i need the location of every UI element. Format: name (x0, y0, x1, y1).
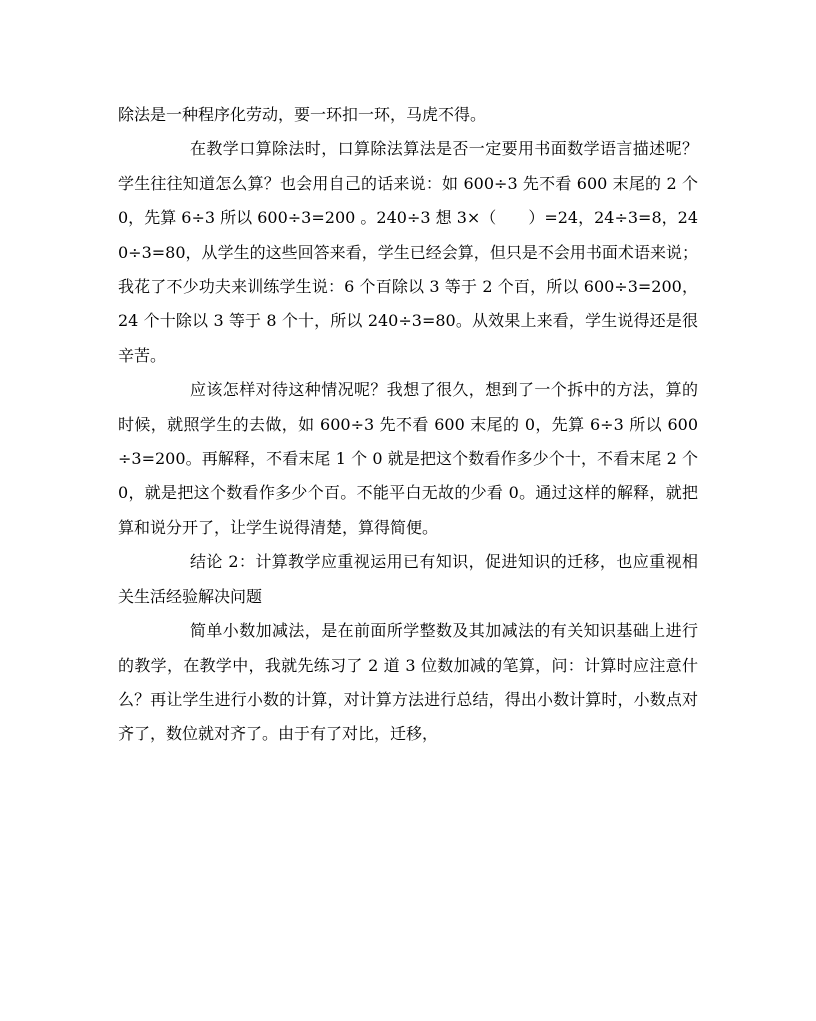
paragraph-decimal-addition: 简单小数加减法，是在前面所学整数及其加减法的有关知识基础上进行的教学，在教学中，我就先练习了 2 道 3 位数加减的笔算，问：计算时应注意什么？再让学生进行小数的计算，对计算方法进行总结，得出小数计算时，小数点对齐了，数位就对齐了。由于有了对比，迁移， (118, 621, 698, 744)
document-body (118, 98, 698, 752)
paragraph-conclusion-2: 结论 2：计算教学应重视运用已有知识，促进知识的迁移，也应重视相关生活经验解决问题 (118, 552, 698, 606)
paragraph-division-intro: 除法是一种程序化劳动，要一环扣一环，马虎不得。 (118, 105, 487, 124)
paragraph-oral-division: 在教学口算除法时，口算除法算法是否一定要用书面数学语言描述呢？学生往往知道怎么算？也会用自己的话来说：如 600÷3 先不看 600 末尾的 2 个 0，先算 6÷3 所以 600÷3=200 。240÷3 想 3×（ ）=24，24÷3=8，240÷3=80，从学生的这些回答来看，学生已经会算，但只是不会用书面术语来说；我花了不少功夫来训练学生说：6 个百除以 3 等于 2 个百，所以 600÷3=200，24 个十除以 3 等于 8 个十，所以 240÷3=80。从效果上来看，学生说得还是很辛苦。 (118, 139, 698, 365)
paragraph-compromise-method: 应该怎样对待这种情况呢？我想了很久，想到了一个拆中的方法，算的时候，就照学生的去做，如 600÷3 先不看 600 末尾的 0，先算 6÷3 所以 600÷3=200。再解释，不看末尾 1 个 0 就是把这个数看作多少个十，不看末尾 2 个 0，就是把这个数看作多少个百。不能平白无故的少看 0。通过这样的解释，就把算和说分开了，让学生说得清楚，算得简便。 (118, 380, 698, 537)
